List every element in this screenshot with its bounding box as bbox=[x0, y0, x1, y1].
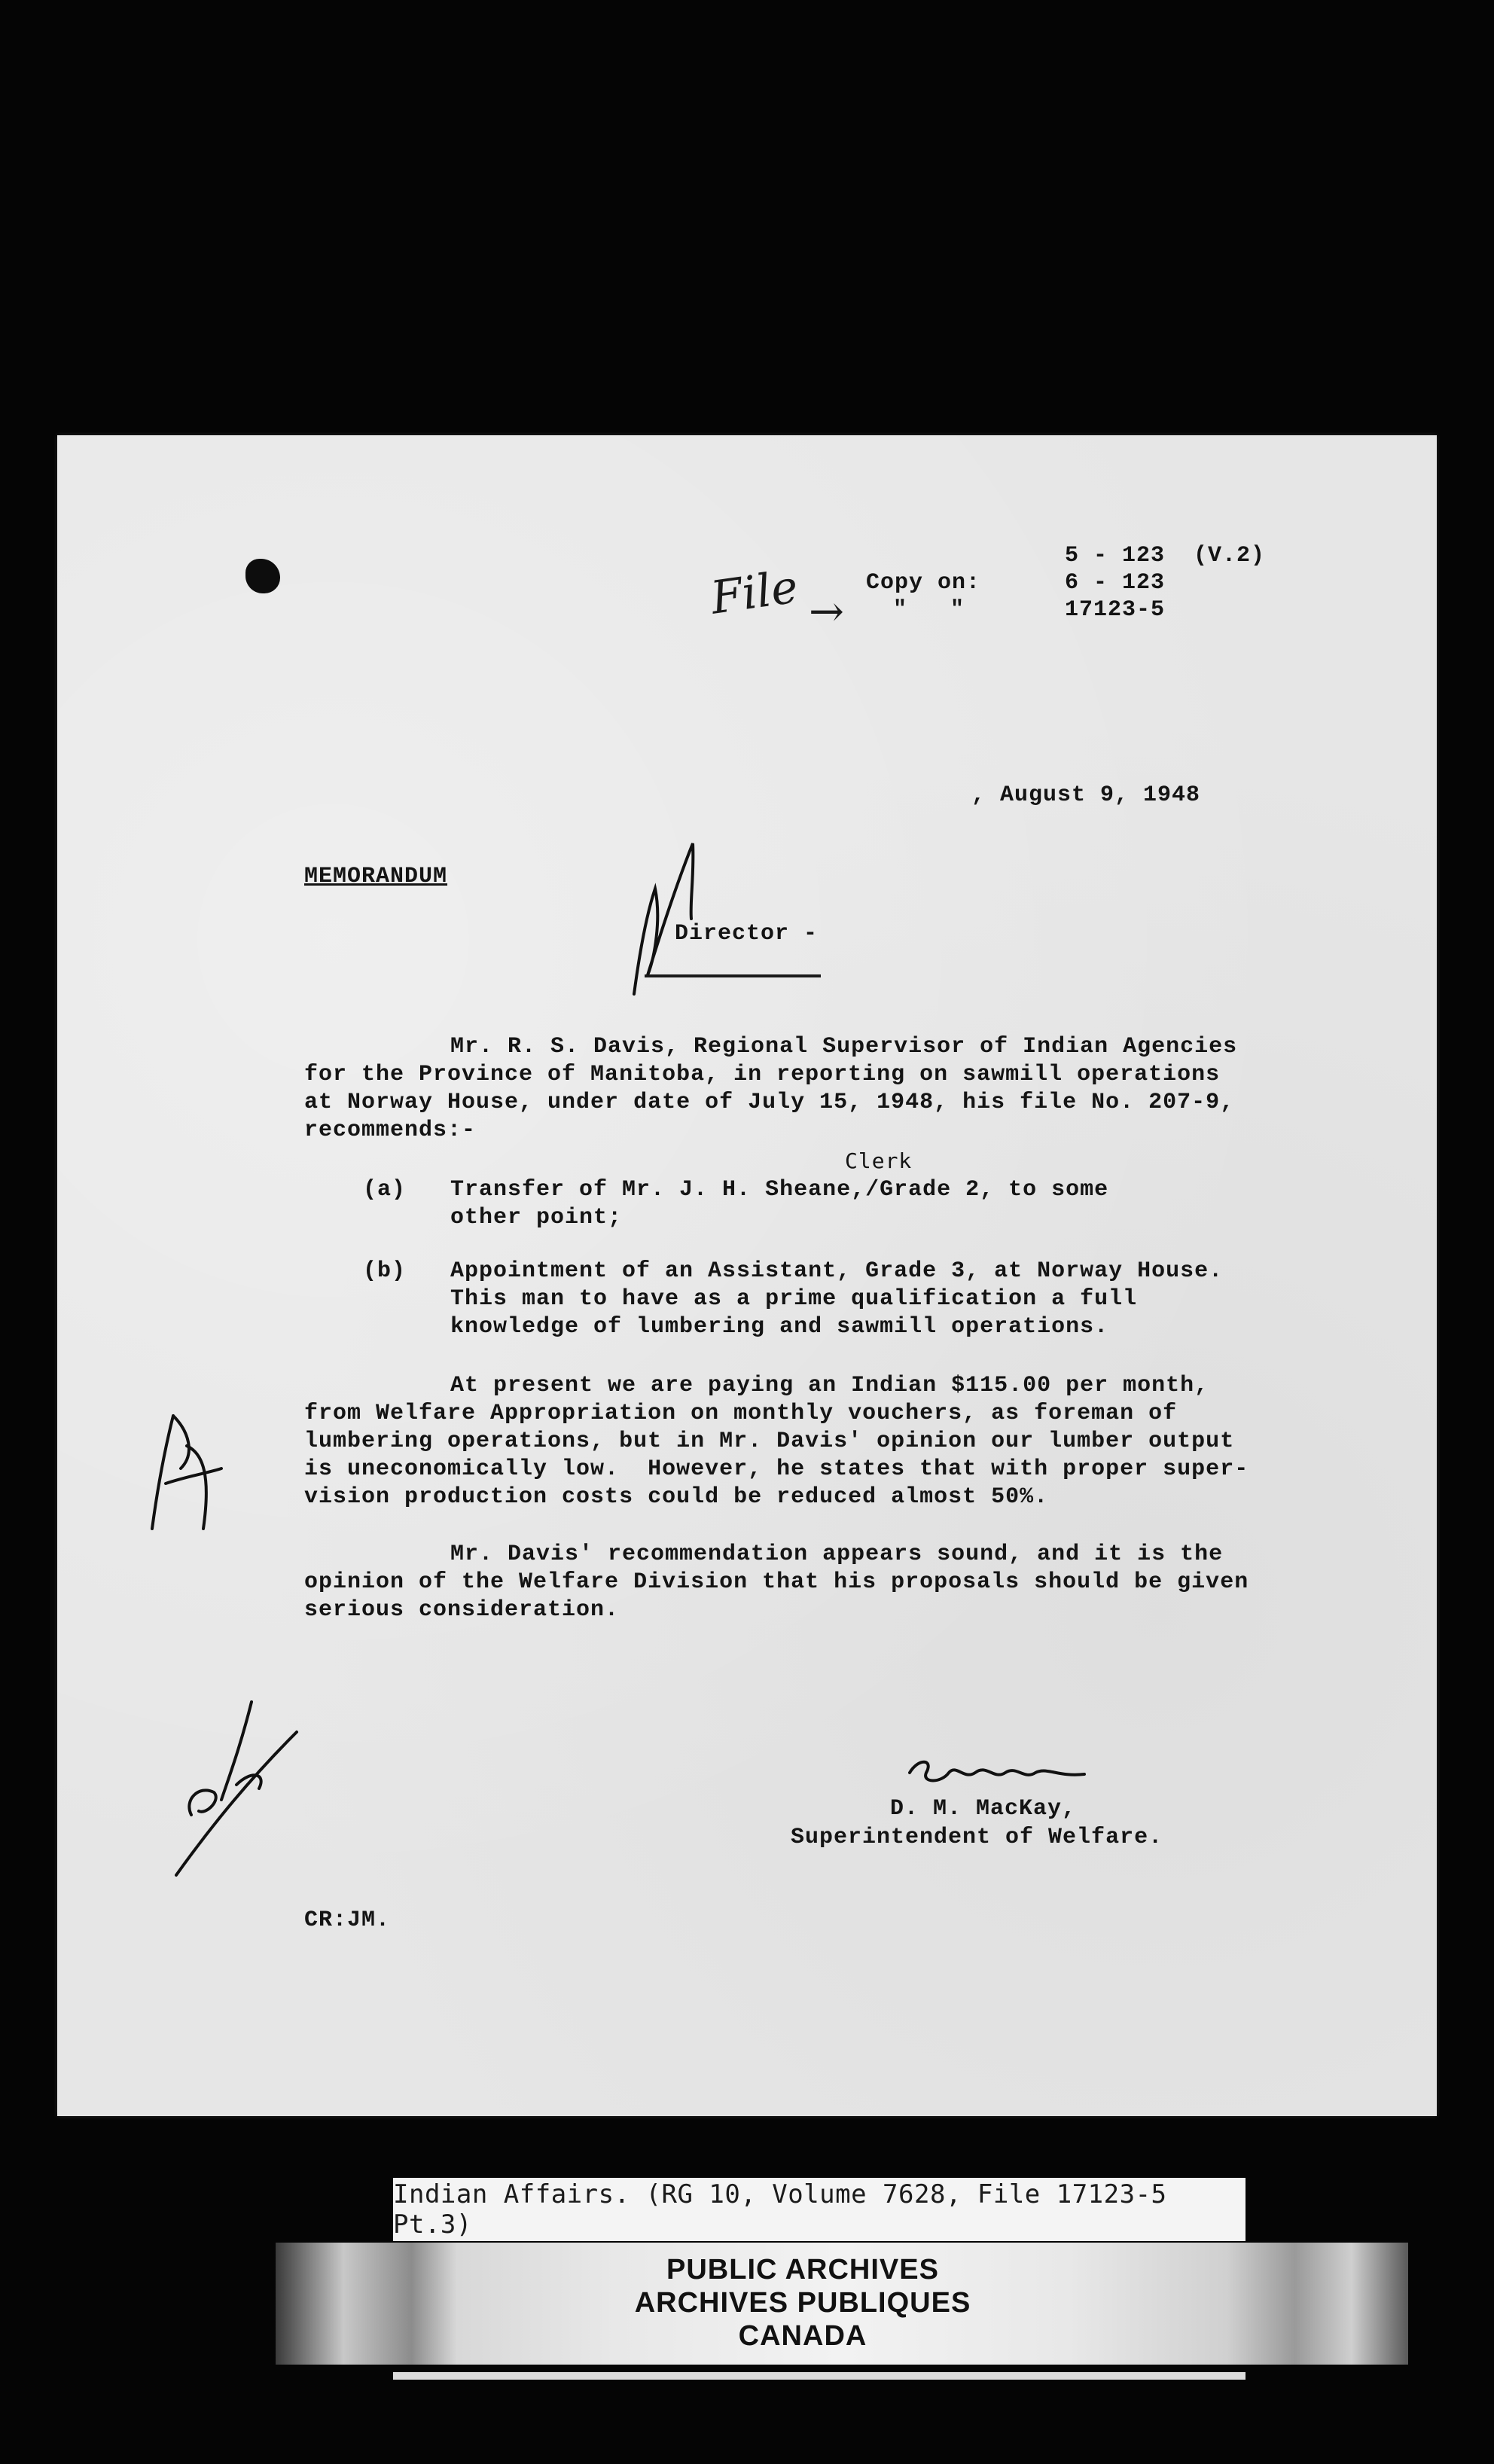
item-b-line-3: knowledge of lumbering and sawmill operations. bbox=[450, 1314, 1109, 1340]
archive-label-line-1: PUBLIC ARCHIVES bbox=[666, 2254, 939, 2286]
superintendent-signature bbox=[904, 1750, 1092, 1795]
archive-label-line-3: CANADA bbox=[738, 2320, 867, 2352]
para2-line-3: lumbering operations, but in Mr. Davis' opinion our lumber output bbox=[304, 1429, 1235, 1454]
margin-initial-mark bbox=[143, 1401, 226, 1536]
file-ref-line-2: 6 - 123 bbox=[1065, 570, 1166, 596]
copy-on-label: Copy on: bbox=[866, 570, 981, 596]
item-a-label: (a) bbox=[363, 1177, 407, 1203]
file-ref-line-1: 5 - 123 (V.2) bbox=[1065, 543, 1266, 569]
archive-reference: Indian Affairs. (RG 10, Volume 7628, File 17123-5 Pt.3) bbox=[393, 2179, 1167, 2240]
para2-line-1: At present we are paying an Indian $115.00 per month, bbox=[450, 1373, 1209, 1398]
para2-line-5: vision production costs could be reduced almost 50%. bbox=[304, 1484, 1049, 1510]
para3-line-1: Mr. Davis' recommendation appears sound, and it is the bbox=[450, 1542, 1224, 1567]
file-ref-line-3: 17123-5 bbox=[1065, 597, 1166, 623]
typist-initials: CR:JM. bbox=[304, 1907, 391, 1933]
para3-line-3: serious consideration. bbox=[304, 1597, 620, 1623]
addressee: Director - bbox=[675, 921, 819, 947]
item-a-line-1: Transfer of Mr. J. H. Sheane,/Grade 2, to some bbox=[450, 1177, 1109, 1203]
item-b-line-2: This man to have as a prime qualification a full bbox=[450, 1286, 1138, 1312]
archive-reference-strip bbox=[393, 2178, 1246, 2241]
memo-heading: MEMORANDUM bbox=[304, 864, 448, 889]
arrow-icon: → bbox=[809, 587, 844, 636]
item-a-insert: Clerk bbox=[845, 1148, 913, 1173]
intro-line-3: at Norway House, under date of July 15, 1948, his file No. 207-9, bbox=[304, 1090, 1235, 1115]
para3-line-2: opinion of the Welfare Division that his proposals should be given bbox=[304, 1569, 1249, 1595]
ditto-marks: " " bbox=[893, 597, 965, 623]
bottom-strip bbox=[393, 2372, 1246, 2380]
item-b-label: (b) bbox=[363, 1258, 407, 1284]
archive-label-line-2: ARCHIVES PUBLIQUES bbox=[634, 2287, 971, 2319]
director-initial-mark bbox=[625, 813, 715, 1002]
signature-title: Superintendent of Welfare. bbox=[791, 1825, 1163, 1850]
intro-line-1: Mr. R. S. Davis, Regional Supervisor of Indian Agencies bbox=[450, 1034, 1238, 1060]
archive-stamp bbox=[569, 2246, 1036, 2360]
handwritten-file-note: File bbox=[707, 560, 801, 625]
intro-line-2: for the Province of Manitoba, in reporting on sawmill operations bbox=[304, 1062, 1221, 1087]
signature-name: D. M. MacKay, bbox=[890, 1796, 1077, 1822]
para2-line-4: is uneconomically low. However, he states that with proper super- bbox=[304, 1456, 1249, 1482]
memo-date: , August 9, 1948 bbox=[971, 782, 1201, 808]
para2-line-2: from Welfare Appropriation on monthly vouchers, as foreman of bbox=[304, 1401, 1178, 1426]
item-b-line-1: Appointment of an Assistant, Grade 3, at Norway House. bbox=[450, 1258, 1224, 1284]
intro-line-4: recommends:- bbox=[304, 1118, 477, 1143]
item-a-line-2: other point; bbox=[450, 1205, 623, 1230]
margin-signature-mark bbox=[169, 1687, 304, 1883]
